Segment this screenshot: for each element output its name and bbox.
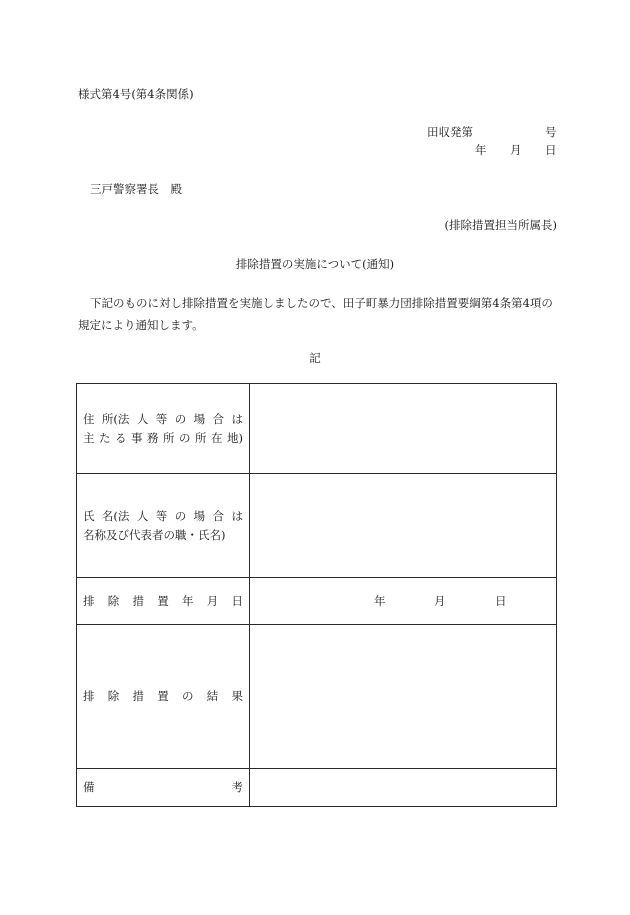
date-year-label: 年 bbox=[475, 143, 487, 157]
table-row-address bbox=[77, 384, 557, 474]
remarks-label: 備 考 bbox=[77, 769, 250, 807]
result-label: 排 除 措 置 の 結 果 bbox=[77, 625, 250, 769]
date-value-year: 年 bbox=[374, 594, 386, 608]
date-month-label: 月 bbox=[510, 143, 522, 157]
date-label: 排 除 措 置 年 月 日 bbox=[77, 578, 250, 625]
date-value[interactable] bbox=[250, 578, 557, 625]
result-value[interactable] bbox=[250, 625, 557, 769]
address-label bbox=[77, 384, 250, 474]
address-label-line2: 主 た る 事 務 所 の 所 在 地) bbox=[83, 430, 243, 445]
table-row-name bbox=[77, 474, 557, 578]
record-table bbox=[76, 383, 557, 807]
date-day-label: 日 bbox=[545, 143, 557, 157]
name-label-line2: 名称及び代表者の職・氏名) bbox=[83, 527, 226, 542]
table-row-result bbox=[77, 625, 557, 769]
document-title: 排除措置の実施について(通知) bbox=[235, 257, 395, 271]
body-text: 下記のものに対し排除措置を実施しましたので、田子町暴力団排除措置要綱第4条第4項の規定により通知します。 bbox=[78, 296, 553, 332]
sender: (排除措置担当所属長) bbox=[444, 218, 557, 232]
table-row-date bbox=[77, 578, 557, 625]
document-number-label: 田収発第 bbox=[427, 125, 473, 139]
document-number-suffix: 号 bbox=[545, 125, 557, 139]
table-row-remarks bbox=[77, 769, 557, 807]
date-value-month: 月 bbox=[434, 594, 446, 608]
name-label-line1: 氏 名(法 人 等 の 場 合 は bbox=[83, 508, 243, 523]
date-value-day: 日 bbox=[495, 594, 507, 608]
address-label-line1: 住 所(法 人 等 の 場 合 は bbox=[83, 411, 243, 426]
ki-label: 記 bbox=[309, 351, 321, 365]
form-number: 様式第4号(第4条関係) bbox=[78, 87, 194, 101]
name-value[interactable] bbox=[250, 474, 557, 578]
addressee: 三戸警察署長 殿 bbox=[90, 182, 182, 196]
remarks-value[interactable] bbox=[250, 769, 557, 807]
address-value[interactable] bbox=[250, 384, 557, 474]
name-label bbox=[77, 474, 250, 578]
